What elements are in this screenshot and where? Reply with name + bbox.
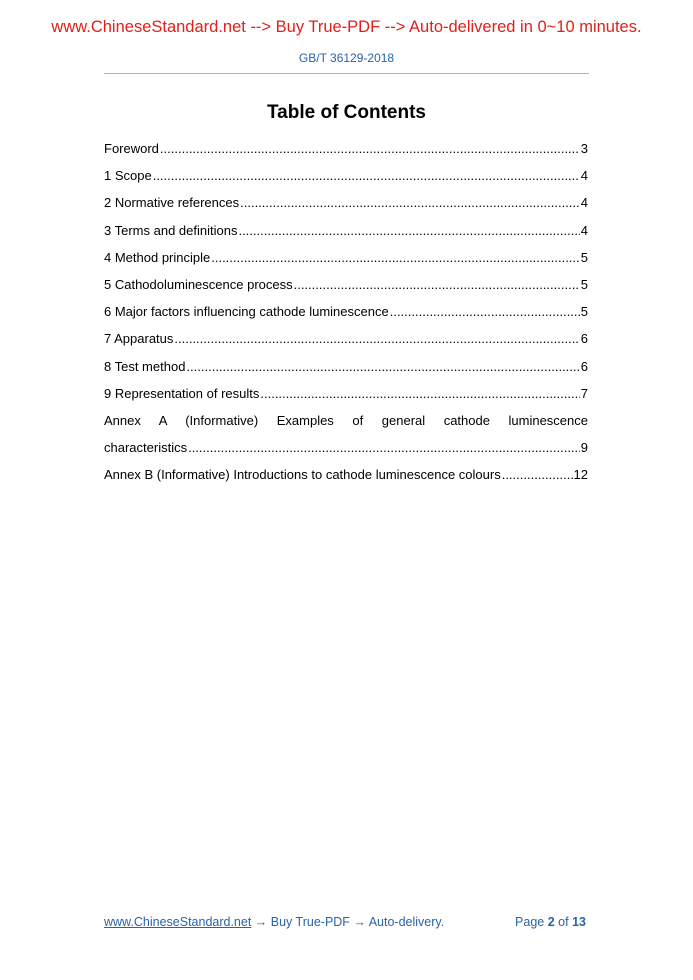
toc-entry-title: 9 Representation of results bbox=[104, 385, 260, 401]
toc-entry-title: 4 Method principle bbox=[104, 249, 211, 265]
page-of-label: of bbox=[558, 915, 569, 929]
toc-entry-title-line bbox=[104, 407, 588, 434]
toc-entry-title: 6 Major factors influencing cathode luminescence bbox=[104, 304, 389, 320]
toc-entry-page: 5 bbox=[580, 276, 588, 292]
toc-leader-dots bbox=[294, 271, 580, 298]
toc-leader-dots bbox=[240, 189, 580, 216]
toc-entry-title: Annex A (Informative) Examples of general cathode luminescence bbox=[104, 412, 588, 428]
toc-entry-scope[interactable] bbox=[104, 162, 588, 189]
toc-entry-page: 12 bbox=[573, 467, 588, 483]
toc-entry-title: 2 Normative references bbox=[104, 195, 240, 211]
toc-entry-title: Annex B (Informative) Introductions to cathode luminescence colours bbox=[104, 467, 501, 483]
toc-leader-dots bbox=[260, 380, 579, 407]
standard-code: GB/T 36129-2018 bbox=[298, 51, 395, 65]
promo-banner: www.ChineseStandard.net --> Buy True-PDF --> Auto-delivered in 0~10 minutes. bbox=[51, 18, 642, 36]
toc-leader-dots bbox=[174, 325, 579, 352]
toc-entry-page: 6 bbox=[580, 331, 588, 347]
toc-entry-title: 8 Test method bbox=[104, 358, 186, 374]
toc-leader-dots bbox=[160, 135, 580, 162]
page-current: 2 bbox=[547, 915, 555, 929]
toc-entry-annex-a[interactable] bbox=[104, 407, 588, 461]
page-label: Page bbox=[515, 915, 545, 929]
toc-entry-title: 5 Cathodoluminescence process bbox=[104, 276, 293, 292]
toc-entry-page: 4 bbox=[580, 195, 588, 211]
toc-leader-dots bbox=[390, 298, 580, 325]
toc-leader-dots bbox=[188, 434, 580, 461]
footer-link-group bbox=[104, 915, 444, 929]
toc-entry-page: 4 bbox=[580, 222, 588, 238]
page-total: 13 bbox=[572, 915, 586, 929]
toc-entry-title-continued: characteristics bbox=[104, 440, 188, 456]
toc-entry-foreword[interactable] bbox=[104, 135, 588, 162]
toc-entry-title: 3 Terms and definitions bbox=[104, 222, 238, 238]
footer-site-link[interactable]: www.ChineseStandard.net bbox=[104, 915, 252, 929]
toc-entry-title: Foreword bbox=[104, 141, 159, 156]
toc-entry-test-method[interactable] bbox=[104, 353, 588, 380]
toc-entry-method-principle[interactable] bbox=[104, 244, 588, 271]
toc-entry-major-factors[interactable] bbox=[104, 298, 588, 325]
header-divider bbox=[104, 73, 589, 74]
toc-entry-page: 5 bbox=[580, 304, 588, 320]
table-of-contents bbox=[104, 135, 588, 488]
toc-entry-page: 5 bbox=[580, 249, 588, 265]
toc-entry-page: 7 bbox=[580, 385, 588, 401]
toc-entry-page: 3 bbox=[580, 141, 588, 156]
toc-entry-cathodoluminescence-process[interactable] bbox=[104, 271, 588, 298]
footer-link-suffix: → Buy True-PDF → Auto-delivery. bbox=[251, 915, 445, 929]
toc-leader-dots bbox=[211, 244, 580, 271]
toc-entry-page: 4 bbox=[580, 168, 588, 184]
toc-entry-normative-references[interactable] bbox=[104, 189, 588, 216]
toc-leader-dots bbox=[238, 217, 579, 244]
toc-leader-dots bbox=[153, 162, 580, 189]
toc-entry-annex-b[interactable] bbox=[104, 461, 588, 488]
toc-entry-title: 1 Scope bbox=[104, 168, 152, 184]
toc-entry-page: 9 bbox=[580, 440, 588, 456]
toc-leader-dots bbox=[502, 461, 573, 488]
toc-entry-representation-of-results[interactable] bbox=[104, 380, 588, 407]
page-number bbox=[515, 915, 586, 929]
toc-entry-page: 6 bbox=[580, 358, 588, 374]
toc-title: Table of Contents bbox=[266, 102, 427, 123]
toc-entry-terms-definitions[interactable] bbox=[104, 217, 588, 244]
toc-entry-title: 7 Apparatus bbox=[104, 331, 174, 347]
page-footer bbox=[104, 915, 586, 929]
toc-entry-apparatus[interactable] bbox=[104, 325, 588, 352]
toc-leader-dots bbox=[186, 353, 579, 380]
